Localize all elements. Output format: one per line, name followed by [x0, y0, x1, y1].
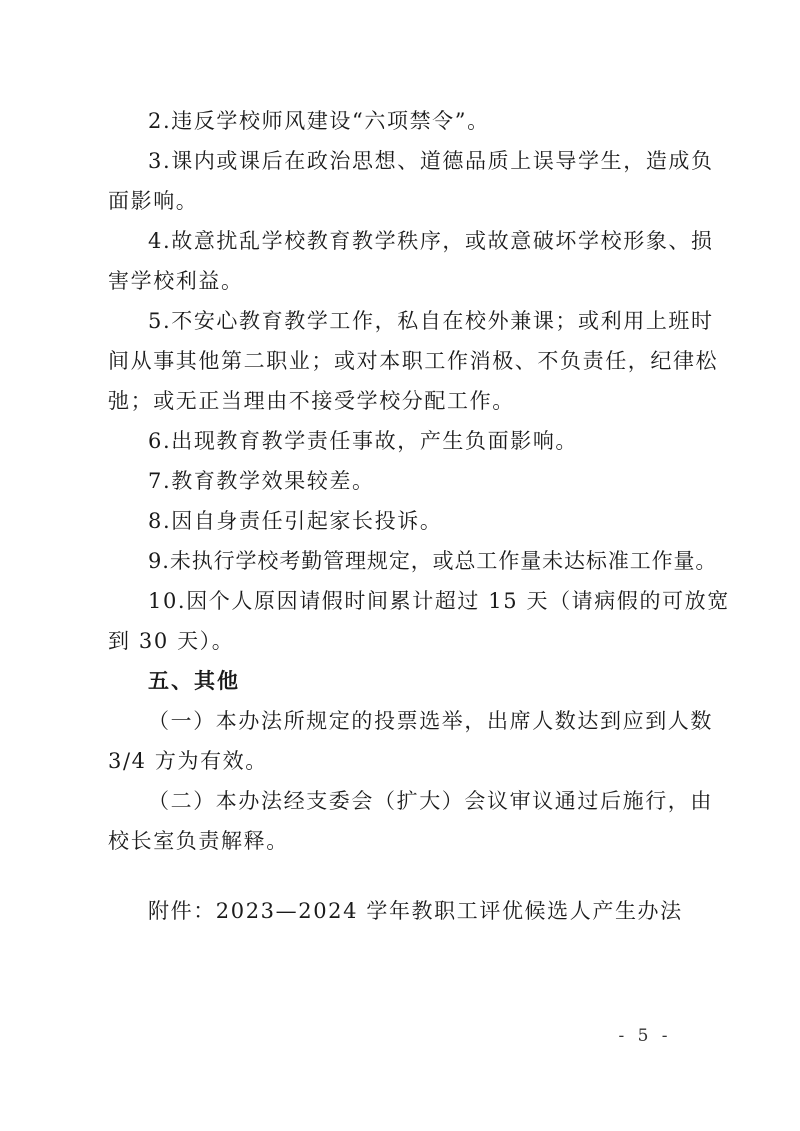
text-line: 2.违反学校师风建设“六项禁令”。 [148, 109, 490, 133]
section-heading: 五、其他 [148, 669, 240, 693]
page-number: - 5 - [618, 1026, 672, 1046]
text-line: 害学校利益。 [108, 269, 244, 293]
text-line: 弛；或无正当理由不接受学校分配工作。 [108, 389, 515, 413]
attachment-note: 附件：2023—2024 学年教职工评优候选人产生办法 [148, 899, 683, 923]
text-line: 3.课内或课后在政治思想、道德品质上误导学生，造成负 [148, 149, 714, 173]
text-line: 9.未执行学校考勤管理规定，或总工作量未达标准工作量。 [148, 549, 718, 573]
text-line: 7.教育教学效果较差。 [148, 469, 375, 493]
text-line: 8.因自身责任引起家长投诉。 [148, 509, 443, 533]
text-line: 10.因个人原因请假时间累计超过 15 天（请病假的可放宽 [148, 589, 730, 613]
text-line: 间从事其他第二职业；或对本职工作消极、不负责任，纪律松 [108, 349, 719, 373]
text-line: 6.出现教育教学责任事故，产生负面影响。 [148, 429, 579, 453]
text-line: 校长室负责解释。 [108, 829, 289, 853]
text-line: （一）本办法所规定的投票选举，出席人数达到应到人数 [148, 709, 713, 733]
text-line: 3/4 方为有效。 [108, 749, 268, 773]
text-line: 5.不安心教育教学工作，私自在校外兼课；或利用上班时 [148, 309, 714, 333]
text-line: 面影响。 [108, 189, 199, 213]
text-line: （二）本办法经支委会（扩大）会议审议通过后施行，由 [148, 789, 713, 813]
text-line: 4.故意扰乱学校教育教学秩序，或故意破坏学校形象、损 [148, 229, 714, 253]
text-line: 到 30 天）。 [108, 629, 235, 653]
